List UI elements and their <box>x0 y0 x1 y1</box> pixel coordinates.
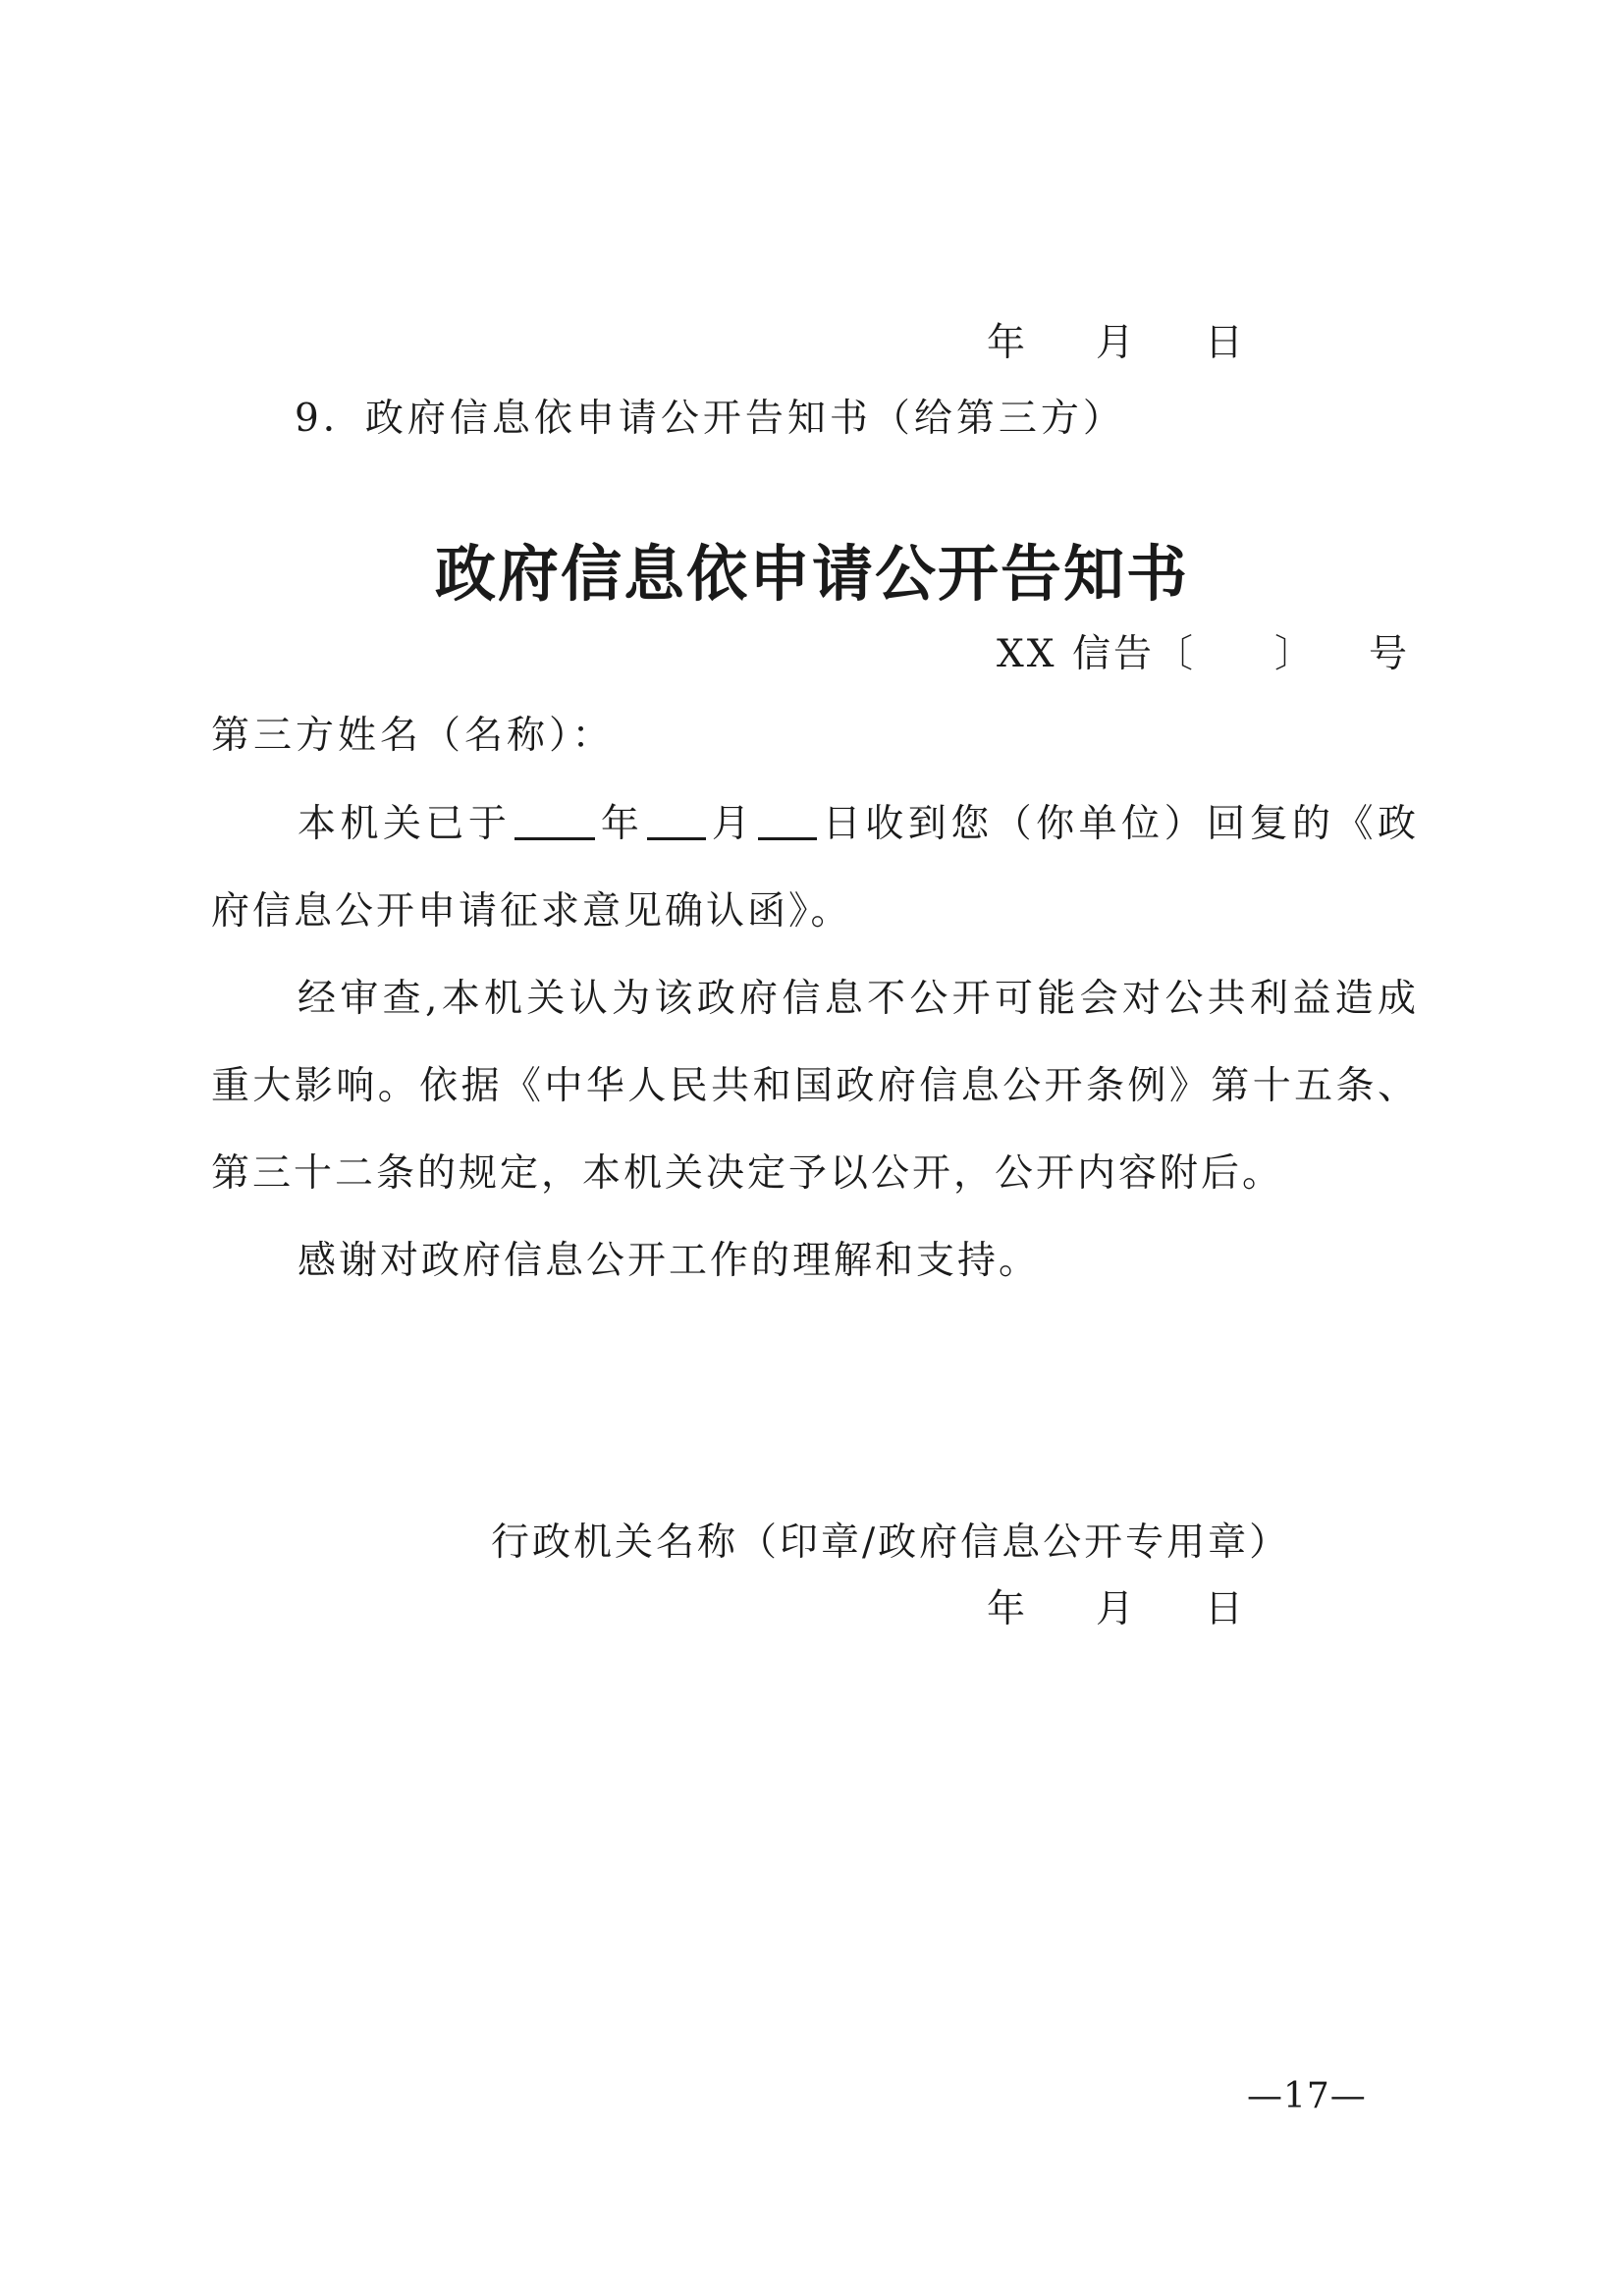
top-date-line <box>987 312 1245 367</box>
salutation: 第三方姓名（名称）： <box>211 714 615 758</box>
paragraph1-year: 年 <box>599 802 644 846</box>
bottom-date-day: 日 <box>1205 1587 1246 1631</box>
page-number: —17— <box>1247 2076 1367 2116</box>
signature-line: 行政机关名称（印章/政府信息公开专用章） <box>491 1521 1291 1565</box>
doc-number-suffix: 号 <box>1368 632 1410 676</box>
bottom-date-year: 年 <box>987 1587 1028 1631</box>
paragraph-decision: 经审查,本机关认为该政府信息不公开可能会对公共利益造成重大影响。依据《中华人民共和国政府信息公开条例》第十五条、第三十二条的规定，本机关决定予以公开，公开内容附后。 <box>211 977 1419 1196</box>
top-date-day: 日 <box>1205 321 1246 365</box>
paragraph1-part2: 日收到您（你单位）回复的《政府信息公开申请征求意见确认函》。 <box>211 802 1419 934</box>
top-date-month: 月 <box>1096 321 1137 365</box>
doc-number-close-bracket: 〕 <box>1273 632 1316 676</box>
paragraph1-month: 月 <box>710 802 755 846</box>
document-number <box>997 623 1410 678</box>
doc-number-prefix: XX 信告〔 <box>997 632 1196 676</box>
paragraph1-part1: 本机关已于 <box>298 802 512 846</box>
item-heading: 9．政府信息依申请公开告知书（给第三方） <box>295 397 1125 441</box>
document-title: 政府信息依申请公开告知书 <box>434 538 1189 610</box>
month-blank <box>647 802 706 840</box>
paragraph-receipt <box>211 780 1419 955</box>
day-blank <box>758 802 817 840</box>
paragraph-thanks: 感谢对政府信息公开工作的理解和支持。 <box>298 1239 1041 1283</box>
bottom-date-line <box>987 1578 1245 1633</box>
body-text <box>211 780 1419 1305</box>
year-blank <box>514 802 595 840</box>
bottom-date-month: 月 <box>1096 1587 1137 1631</box>
top-date-year: 年 <box>987 321 1028 365</box>
